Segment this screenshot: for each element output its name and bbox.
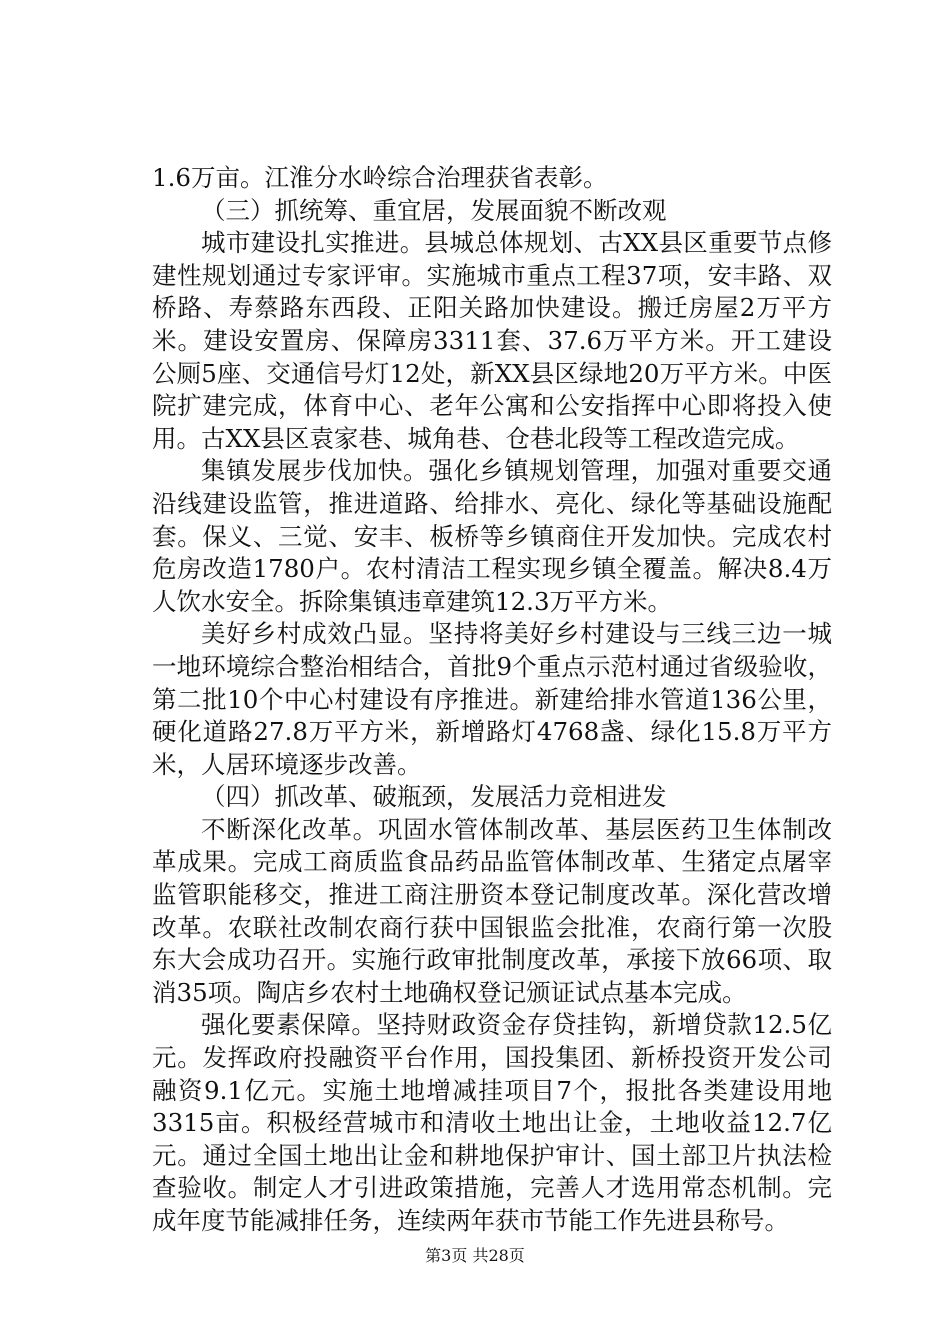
- paragraph-town-development: 集镇发展步伐加快。强化乡镇规划管理，加强对重要交通沿线建设监管，推进道路、给排水、亮化、绿化等基础设施配套。保义、三觉、安丰、板桥等乡镇商住开发加快。完成农村危房改造1780户。农村清洁工程实现乡镇全覆盖。解决8.4万人饮水安全。拆除集镇违章建筑12.3万平方米。: [152, 456, 832, 616]
- paragraph-0: 1.6万亩。江淮分水岭综合治理获省表彰。: [152, 163, 608, 192]
- section-heading-4: （四）抓改革、破瓶颈，发展活力竞相进发: [201, 782, 667, 812]
- section-heading-3: （三）抓统筹、重宜居，发展面貌不断改观: [201, 195, 667, 225]
- paragraph-factor-guarantee: 强化要素保障。坚持财政资金存贷挂钩，新增贷款12.5亿元。发挥政府投融资平台作用，国投集团、新桥投资开发公司融资9.1亿元。实施土地增减挂项目7个，报批各类建设用地3315亩。积极经营城市和清收土地出让金，土地收益12.7亿元。通过全国土地出让金和耕地保护审计、国土部卫片执法检查验收。制定人才引进政策措施，完善人才选用常态机制。完成年度节能减排任务，连续两年获市节能工作先进县称号。: [152, 1010, 832, 1235]
- paragraph-deepen-reform: 不断深化改革。巩固水管体制改革、基层医药卫生体制改革成果。完成工商质监食品药品监管体制改革、生猪定点屠宰监管职能移交，推进工商注册资本登记制度改革。深化营改增改革。农联社改制农商行获中国银监会批准，农商行第一次股东大会成功召开。实施行政审批制度改革，承接下放66项、取消35项。陶店乡农村土地确权登记颁证试点基本完成。: [152, 814, 832, 1007]
- page-footer: 第3页 共28页: [425, 1246, 525, 1265]
- document-body: [152, 162, 832, 1238]
- paragraph-urban-construction: 城市建设扎实推进。县城总体规划、古XX县区重要节点修建性规划通过专家评审。实施城市重点工程37项，安丰路、双桥路、寿蔡路东西段、正阳关路加快建设。搬迁房屋2万平方米。建设安置房、保障房3311套、37.6万平方米。开工建设公厕5座、交通信号灯12处，新XX县区绿地20万平方米。中医院扩建完成，体育中心、老年公寓和公安指挥中心即将投入使用。古XX县区袁家巷、城角巷、仓巷北段等工程改造完成。: [152, 228, 832, 453]
- paragraph-beautiful-villages: 美好乡村成效凸显。坚持将美好乡村建设与三线三边一城一地环境综合整治相结合，首批9个重点示范村通过省级验收，第二批10个中心村建设有序推进。新建给排水管道136公里，硬化道路27.8万平方米，新增路灯4768盏、绿化15.8万平方米，人居环境逐步改善。: [152, 619, 832, 779]
